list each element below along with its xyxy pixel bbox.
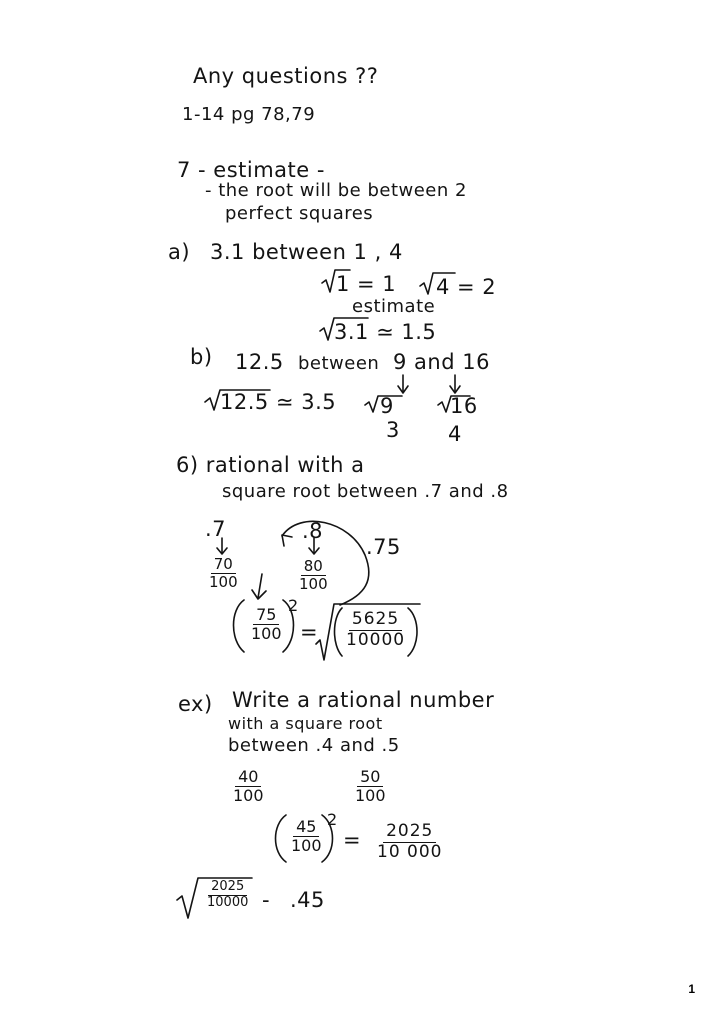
frac-numerator: 50 bbox=[357, 768, 383, 787]
q6-frac-70-100 bbox=[206, 556, 241, 592]
part-b-result: 12.5 ≃ 3.5 bbox=[220, 390, 337, 414]
frac-numerator: 5625 bbox=[349, 610, 402, 631]
paren-close-2 bbox=[408, 608, 417, 656]
frac-denominator: 10000 bbox=[346, 629, 406, 650]
frac-numerator: 70 bbox=[211, 556, 236, 574]
q7-title: 7 - estimate - bbox=[177, 158, 325, 182]
part-b-bounds: 9 and 16 bbox=[393, 350, 490, 374]
part-a-root1: 1 = 1 bbox=[336, 272, 397, 296]
part-b-root-16: 16 bbox=[450, 394, 478, 418]
q6-frac-75-100 bbox=[248, 606, 285, 644]
frac-numerator: 40 bbox=[235, 768, 261, 787]
example-line1: Write a rational number bbox=[232, 688, 495, 712]
example-label: ex) bbox=[178, 692, 213, 716]
example-frac-2025-10000 bbox=[374, 822, 445, 862]
frac-denominator: 100 bbox=[299, 575, 328, 594]
q6-exponent: 2 bbox=[288, 596, 299, 615]
part-b-value-4: 4 bbox=[448, 422, 462, 446]
part-a-estimate-label: estimate bbox=[352, 296, 436, 317]
frac-denominator: 100 bbox=[251, 624, 282, 644]
q6-title: 6) rational with a bbox=[176, 453, 365, 477]
q7-note-line1: - the root will be between 2 bbox=[205, 180, 467, 201]
paren-open bbox=[234, 600, 245, 652]
q6-val-75: .75 bbox=[366, 535, 401, 559]
frac-numerator: 75 bbox=[253, 606, 279, 625]
part-a-text: 3.1 between 1 , 4 bbox=[210, 240, 403, 264]
frac-numerator: 2025 bbox=[383, 822, 436, 843]
arrow-75-shaft bbox=[258, 574, 262, 598]
paren-open-2 bbox=[335, 608, 343, 656]
example-final-equals: - bbox=[262, 888, 271, 912]
part-b-root-9: 9 bbox=[380, 394, 394, 418]
page-number: 1 bbox=[688, 982, 695, 996]
example-final-value: .45 bbox=[290, 888, 325, 912]
example-line2: with a square root bbox=[228, 714, 383, 733]
part-b-between: between bbox=[298, 353, 380, 374]
ex-paren-open bbox=[276, 815, 287, 862]
curve-arrow-head bbox=[282, 535, 292, 546]
example-exponent: 2 bbox=[327, 810, 338, 829]
part-b-text: 12.5 bbox=[235, 350, 284, 374]
q7-note-line2: perfect squares bbox=[225, 203, 374, 224]
example-frac-45-100 bbox=[288, 818, 325, 856]
q6-val-8: .8 bbox=[302, 519, 324, 543]
q6-equals: = bbox=[300, 620, 319, 644]
part-b-value-3: 3 bbox=[386, 418, 400, 442]
example-line3: between .4 and .5 bbox=[228, 735, 400, 756]
assignment-text: 1-14 pg 78,79 bbox=[182, 104, 316, 125]
heading-questions: Any questions ?? bbox=[193, 64, 379, 88]
part-a-result: 3.1 ≃ 1.5 bbox=[334, 320, 437, 344]
part-a-root2: 4 = 2 bbox=[436, 275, 497, 299]
frac-denominator: 100 bbox=[355, 786, 386, 806]
frac-denominator: 100 bbox=[291, 836, 322, 856]
example-equals: = bbox=[343, 828, 362, 852]
frac-denominator: 100 bbox=[209, 573, 238, 592]
frac-numerator: 45 bbox=[293, 818, 319, 837]
frac-numerator: 80 bbox=[301, 558, 326, 576]
q6-line2: square root between .7 and .8 bbox=[222, 481, 509, 502]
q6-val-7: .7 bbox=[205, 517, 227, 541]
frac-denominator: 10 000 bbox=[377, 841, 443, 862]
part-b-label: b) bbox=[190, 345, 213, 369]
frac-denominator: 100 bbox=[233, 786, 264, 806]
example-frac-40-100 bbox=[230, 768, 267, 806]
frac-numerator: 2025 bbox=[208, 880, 247, 896]
q6-frac-80-100 bbox=[296, 558, 331, 594]
q6-frac-5625-10000 bbox=[343, 610, 408, 650]
part-a-label: a) bbox=[168, 240, 191, 264]
example-final-frac bbox=[204, 880, 251, 911]
example-frac-50-100 bbox=[352, 768, 389, 806]
frac-denominator: 10000 bbox=[207, 894, 249, 910]
